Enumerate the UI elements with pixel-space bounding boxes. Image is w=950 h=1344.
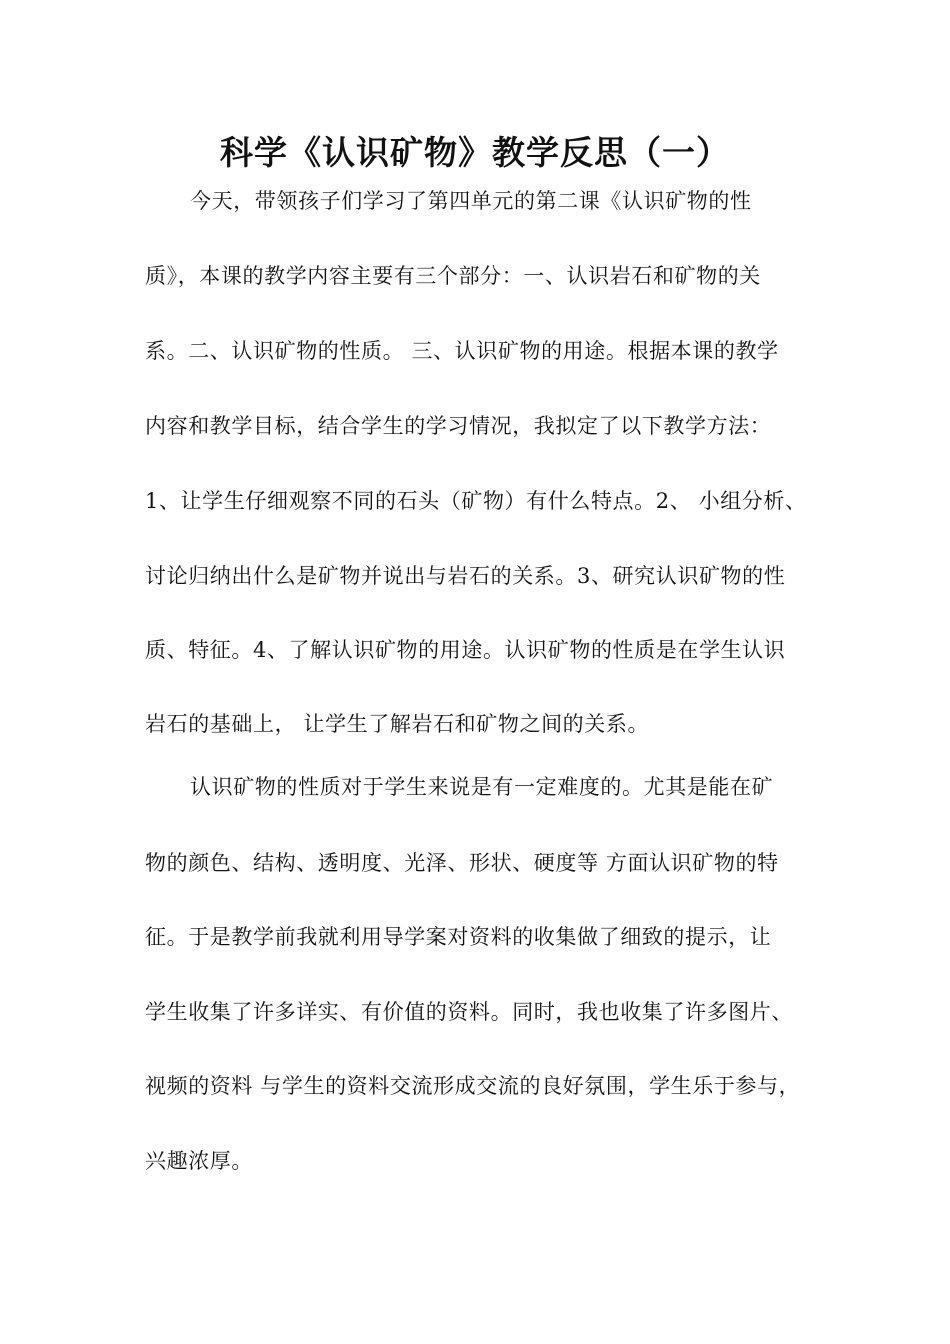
paragraph-line: 今天，带领孩子们学习了第四单元的第二课《认识矿物的性 [190,189,752,213]
paragraph-line: 物的颜色、结构、透明度、光泽、形状、硬度等 方面认识矿物的特 [145,851,779,875]
paragraph-line: 内容和教学目标，结合学生的学习情况，我拟定了以下教学方法： [145,414,772,438]
paragraph-line: 视频的资料 与学生的资料交流形成交流的良好氛围，学生乐于参与， [145,1074,801,1098]
paragraph-line: 兴趣浓厚。 [145,1149,253,1173]
paragraph-line: 质、特征。4、了解认识矿物的用途。认识矿物的性质是在学生认识 [145,638,786,662]
paragraph-line: 1、让学生仔细观察不同的石头（矿物）有什么特点。2、 小组分析、 [145,489,807,513]
paragraph-line: 学生收集了许多详实、有价值的资料。同时，我也收集了许多图片、 [145,1000,793,1024]
paragraph-line: 系。二、认识矿物的性质。 三、认识矿物的用途。根据本课的教学 [145,339,779,363]
paragraph-line: 质》，本课的教学内容主要有三个部分：一、认识岩石和矿物的关 [145,264,761,288]
paragraph-line: 讨论归纳出什么是矿物并说出与岩石的关系。3、研究认识矿物的性 [145,564,786,588]
paragraph-line: 征。于是教学前我就利用导学案对资料的收集做了细致的提示，让 [145,925,772,949]
paragraph-line: 认识矿物的性质对于学生来说是有一定难度的。尤其是能在矿 [190,775,774,799]
document-title: 科学《认识矿物》教学反思（一） [220,133,730,172]
paragraph-line: 岩石的基础上， 让学生了解岩石和矿物之间的关系。 [145,712,650,736]
